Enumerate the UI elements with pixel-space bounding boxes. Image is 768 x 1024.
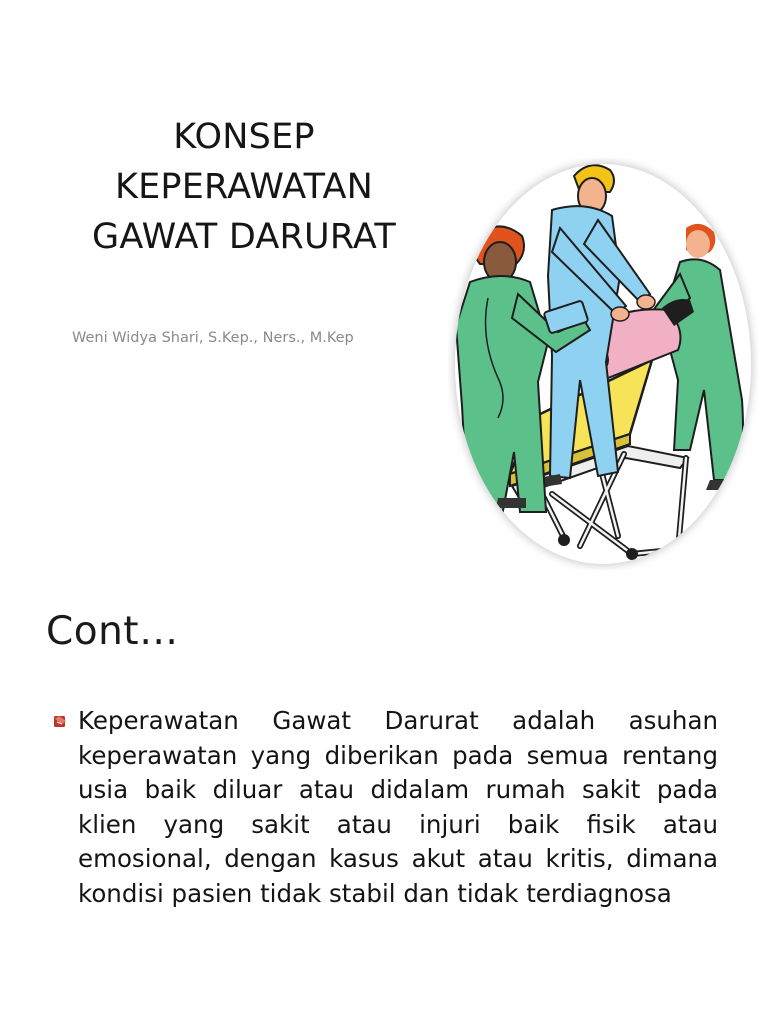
title-line-1: KONSEP (173, 117, 315, 157)
emergency-team-illustration (448, 158, 758, 570)
title-line-2: KEPERAWATAN (114, 167, 374, 207)
bullet-text: Keperawatan Gawat Darurat adalah asuhan keperawatan yang diberikan pada semua rentang usia baik diluar atau didalam rumah sakit pada klien yang sakit atau injuri baik fisik atau emosional, dengan kasus akut atau kritis, dimana kondisi pasien tidak stabil dan tidak terdiagnosa (78, 706, 718, 908)
title-line-3: GAWAT DARURAT (92, 217, 396, 257)
content-heading: Cont… (46, 609, 179, 654)
square-bullet-icon (52, 713, 68, 729)
author-subtitle: Weni Widya Shari, S.Kep., Ners., M.Kep (72, 330, 354, 346)
slide-title (56, 112, 432, 262)
content-slide (0, 586, 768, 1024)
